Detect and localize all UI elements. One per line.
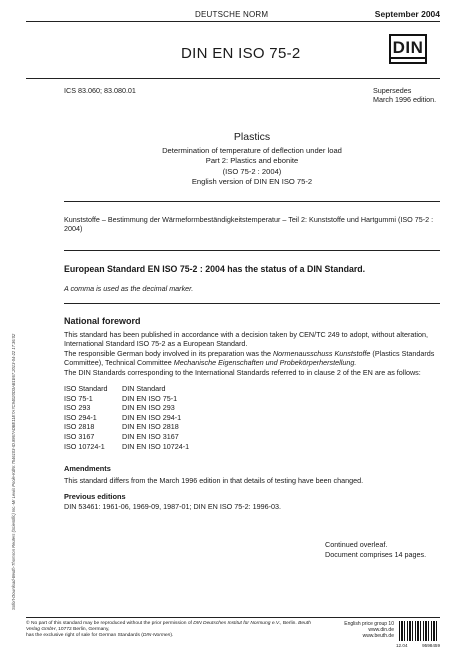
table-row (64, 403, 189, 413)
table-cell-din: DIN EN ISO 3167 (122, 431, 179, 441)
copyright-notice (26, 621, 316, 640)
barcode-right-number: 9598459 (422, 643, 440, 648)
document-number: DIN EN ISO 75-2 (181, 45, 301, 62)
divider-2 (64, 250, 440, 251)
barcode (396, 621, 440, 651)
table-row (64, 422, 189, 432)
ics-codes: ICS 83.060; 83.080.01 (64, 86, 136, 95)
amendments-heading: Amendments (64, 464, 111, 473)
footer-divider (26, 617, 440, 618)
table-header-iso: ISO Standard (64, 384, 108, 393)
din-website: www.din.de (368, 627, 394, 634)
table-row (64, 413, 189, 423)
table-row (64, 394, 189, 404)
table-cell-din: DIN EN ISO 10724-1 (122, 441, 190, 451)
status-statement: European Standard EN ISO 75-2 : 2004 has the status of a DIN Standard. (64, 264, 366, 274)
table-row (64, 432, 189, 442)
foreword-paragraph-1: This standard has been published in accordance with a decision taken by CEN/TC 249 to adopt, without alteration, International Standard ISO 75-2 as a European Standard. (64, 330, 428, 349)
page-count: Document comprises 14 pages. (325, 549, 427, 559)
barcode-left-number: 12.04 (396, 643, 408, 648)
copyright-part-e: , 10772 Berlin, Germany, (55, 627, 110, 633)
foreword-paragraph-3: The DIN Standards corresponding to the International Standards referred to in clause 2 of the EN are as follows: (64, 368, 421, 377)
foreword-p2-committee: Normenausschuss Kunststoffe (272, 349, 371, 358)
table-header-row (64, 384, 189, 394)
divider-1 (64, 201, 440, 202)
german-title: Kunststoffe – Bestimmung der Wärmeformbeständigkeitstemperatur – Teil 2: Kunststoffe und Hartgummi (ISO 75-2 : 2004) (64, 215, 434, 234)
subtitle-line-2: Part 2: Plastics and ebonite (205, 156, 299, 166)
table-cell-din: DIN EN ISO 2818 (122, 422, 179, 432)
amendments-text: This standard differs from the March 1996 edition in that details of testing have been changed. (64, 476, 364, 485)
foreword-p2-part-a: The responsible German body involved in its preparation was the (64, 349, 273, 358)
decimal-marker-note: A comma is used as the decimal marker. (64, 284, 194, 293)
side-download-note (2, 150, 16, 610)
copyright-part-h: ). (170, 633, 174, 639)
copyright-part-c: , Berlin. (280, 621, 299, 626)
copyright-din-normen: DIN-Normen (142, 633, 171, 639)
barcode-numbers (396, 643, 440, 648)
table-cell-iso: ISO 75-1 (64, 393, 93, 403)
standards-correspondence-table (64, 384, 189, 451)
side-download-text: Sofort-Download-Beuth-Thomson Reuters (Scientific) Inc.-Mr Lewis Poole-KdNr.7546103-ID.8867ADBE11E7A7C94020D3AB1E67.2013-04-22 17:36:02 (11, 333, 16, 610)
continued-overleaf: Continued overleaf. (325, 540, 388, 549)
copyright-beuth-name: Beuth Verlag GmbH (26, 621, 311, 633)
previous-editions-heading: Previous editions (64, 492, 126, 501)
barcode-bars (399, 621, 437, 641)
national-foreword-heading: National foreword (64, 316, 141, 326)
table-cell-din: DIN EN ISO 294-1 (122, 412, 182, 422)
edition-date: September 2004 (374, 9, 440, 19)
beuth-website: www.beuth.de (362, 633, 394, 640)
table-row (64, 442, 189, 452)
continuation-note (325, 540, 426, 559)
subtitle-line-4: English version of DIN EN ISO 75-2 (191, 177, 313, 187)
din-logo-text: DIN (392, 38, 424, 57)
subtitle-block (64, 146, 440, 188)
table-cell-iso: ISO 293 (64, 403, 91, 413)
supersedes-line-2: March 1996 edition. (373, 95, 437, 105)
table-cell-iso: ISO 10724-1 (64, 441, 105, 451)
copyright-part-f: has the exclusive right of sale for German Standards ( (26, 633, 143, 639)
price-group: English price group 10 (344, 621, 394, 627)
table-cell-din: DIN EN ISO 75-1 (122, 393, 178, 403)
footer-info (312, 621, 394, 640)
main-title: Plastics (233, 131, 271, 143)
din-logo (389, 34, 427, 64)
table-header-din: DIN Standard (122, 384, 166, 393)
foreword-paragraph-2 (64, 349, 446, 368)
table-cell-iso: ISO 3167 (64, 431, 95, 441)
subtitle-line-3: (ISO 75-2 : 2004) (222, 166, 282, 176)
divider-3 (64, 303, 440, 304)
copyright-part-a: © No part of this standard may be reproduced without the prior permission of (26, 621, 194, 626)
supersedes-line-1: Supersedes (373, 86, 412, 95)
foreword-p2-part-c: (Plastics Standards Committee), Technical Committee (64, 349, 435, 368)
table-cell-din: DIN EN ISO 293 (122, 403, 175, 413)
standard-series-label: DEUTSCHE NORM (195, 10, 269, 19)
table-cell-iso: ISO 294-1 (64, 412, 97, 422)
supersedes-note (373, 86, 436, 105)
copyright-din-name: DIN Deutsches Institut für Normung e.V. (193, 621, 281, 626)
foreword-p2-tc-name: Mechanische Eigenschaften und Probekörperherstellung. (173, 358, 357, 368)
table-cell-iso: ISO 2818 (64, 422, 95, 432)
previous-editions-text: DIN 53461: 1961-06, 1969-09, 1987-01; DIN EN ISO 75-2: 1996-03. (64, 502, 281, 511)
subtitle-line-1: Determination of temperature of deflection under load (162, 146, 342, 155)
